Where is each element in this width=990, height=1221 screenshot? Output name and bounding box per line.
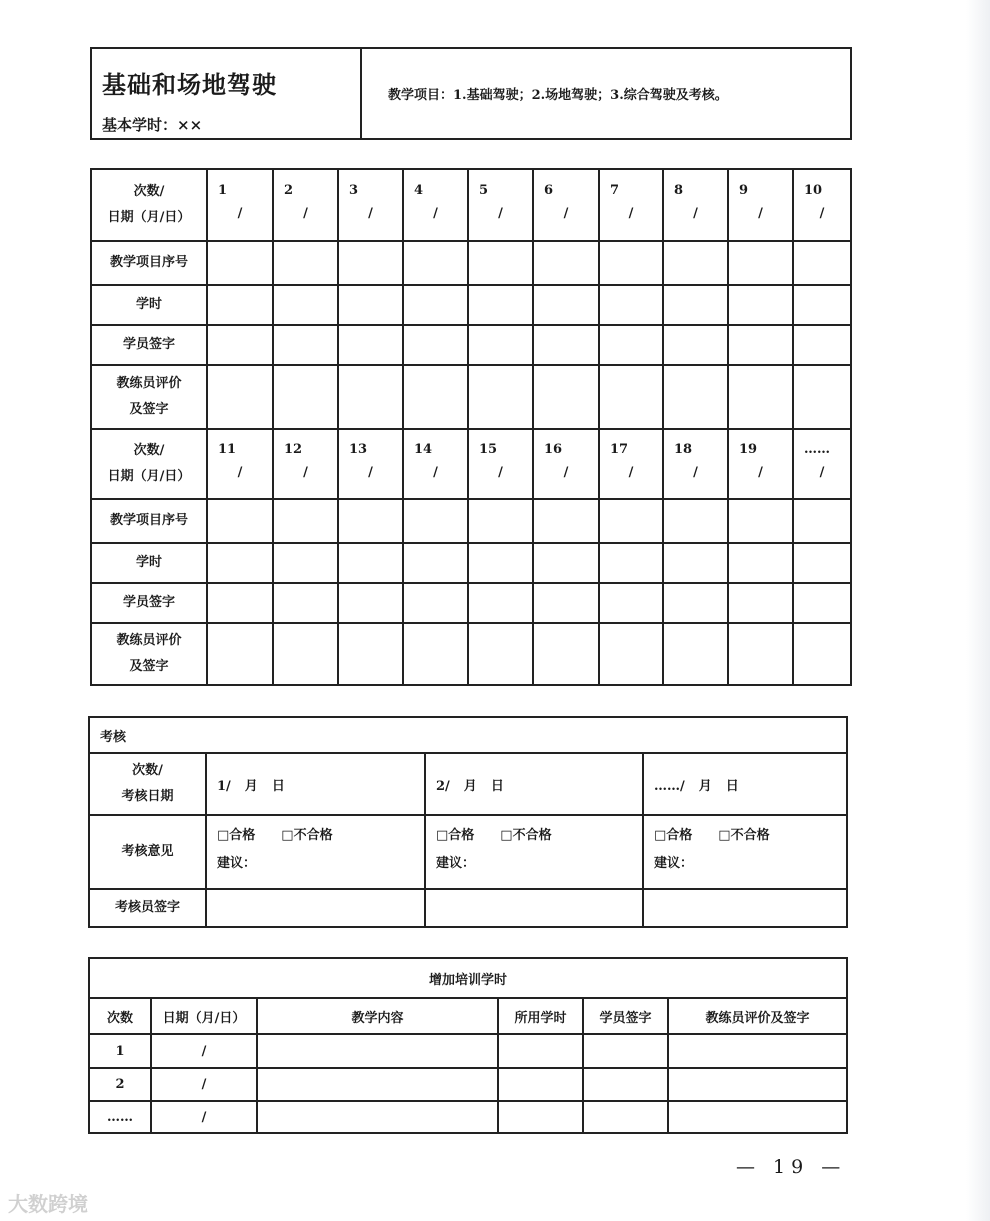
col-student-signature: 学员签字 [583,998,668,1034]
entry-cell[interactable] [273,499,338,543]
col-date: 日期（月/日） [151,998,257,1034]
date-slash: / [303,206,308,221]
date-slash: / [303,465,308,480]
session-date-cell[interactable] [207,169,273,241]
entry-cell[interactable] [533,241,599,285]
entry-cell[interactable] [533,285,599,325]
row-label: 学员签字 [91,325,207,365]
date-slash: / [433,465,438,480]
session-number: 3 [349,183,359,198]
entry-cell[interactable] [793,365,851,429]
entry-cell[interactable] [273,623,338,685]
session-date-cell[interactable] [403,169,468,241]
entry-cell[interactable] [338,285,403,325]
session-number: 5 [479,183,489,198]
col-content: 教学内容 [257,998,498,1034]
attempt-number: 1/ [217,778,231,794]
entry-cell[interactable] [403,325,468,365]
col-coach-evaluation: 教练员评价及签字 [668,998,847,1034]
coach-evaluation-cell[interactable] [668,1068,847,1101]
session-date-cell[interactable] [599,169,663,241]
entry-cell[interactable] [793,285,851,325]
entry-cell[interactable] [207,623,273,685]
session-number: 1 [218,183,228,198]
assessment-opinion-3[interactable] [643,815,847,889]
entry-cell[interactable] [273,583,338,623]
student-signature-cell[interactable] [583,1101,668,1133]
session-number: 7 [610,183,620,198]
advice-label: 建议： [217,856,257,871]
coach-evaluation-label [91,623,207,685]
coach-evaluation-row [91,365,851,429]
training-schedule-table [90,168,852,686]
entry-cell[interactable] [533,543,599,583]
entry-cell[interactable] [663,365,728,429]
session-date-cell[interactable] [338,169,403,241]
session-number: 2 [284,183,294,198]
coach-evaluation-label-line1: 教练员评价 [116,376,182,391]
session-date-label [91,429,207,499]
assessment-date-2[interactable] [425,753,643,815]
entry-cell[interactable] [403,365,468,429]
session-date-cell[interactable] [468,429,533,499]
session-number: 19 [739,442,758,457]
entry-cell[interactable] [663,325,728,365]
attempt-number: ……/ [654,778,685,794]
pass-checkbox[interactable]: □合格 [436,828,475,843]
entry-cell[interactable] [468,241,533,285]
session-date-cell[interactable] [599,429,663,499]
date-slash: / [758,465,763,480]
session-number: 14 [414,442,433,457]
entry-cell[interactable] [793,499,851,543]
watermark: 大数跨境 [8,1192,88,1216]
session-date-row [91,169,851,241]
pass-checkbox[interactable]: □合格 [217,828,256,843]
entry-cell[interactable] [207,325,273,365]
entry-cell[interactable] [273,325,338,365]
date-slash: / [368,465,373,480]
session-date-cell[interactable] [533,169,599,241]
entry-cell[interactable] [207,241,273,285]
student-signature-cell[interactable] [583,1068,668,1101]
session-date-cell[interactable] [793,169,851,241]
entry-cell[interactable] [728,583,793,623]
entry-cell[interactable] [338,241,403,285]
entry-cell[interactable] [207,285,273,325]
extra-training-title: 增加培训学时 [89,958,847,998]
entry-cell[interactable] [793,325,851,365]
coach-evaluation-cell[interactable] [668,1101,847,1133]
assessor-signature-3[interactable] [643,889,847,927]
session-date-label-line1: 次数/ [133,443,165,458]
page-number: — 19 — [736,1156,847,1178]
entry-cell[interactable] [663,499,728,543]
student-signature-cell[interactable] [583,1034,668,1068]
entry-cell[interactable] [793,543,851,583]
session-number: 17 [610,442,629,457]
date-cell[interactable]: / [151,1101,257,1133]
date-slash: / [563,465,569,480]
session-date-cell[interactable] [403,429,468,499]
fail-checkbox[interactable]: □不合格 [500,828,552,843]
entry-cell[interactable] [468,499,533,543]
fail-checkbox[interactable]: □不合格 [718,828,770,843]
entry-cell[interactable] [599,499,663,543]
session-number: 12 [284,442,303,457]
assessor-signature-2[interactable] [425,889,643,927]
content-cell[interactable] [257,1068,498,1101]
hours-cell[interactable] [498,1034,583,1068]
date-slash: / [693,465,698,480]
entry-cell[interactable] [533,325,599,365]
row-label: 学员签字 [91,583,207,623]
extra-header-row [89,998,847,1034]
coach-evaluation-label-line1: 教练员评价 [116,633,182,648]
basic-hours: 基本学时：×× [102,116,203,134]
assessment-opinion-label: 考核意见 [89,815,206,889]
session-number: 4 [414,183,424,198]
entry-cell[interactable] [403,285,468,325]
advice-label: 建议： [436,856,476,871]
entry-cell[interactable] [663,583,728,623]
assessment-date-3[interactable] [643,753,847,815]
entry-cell[interactable] [793,583,851,623]
entry-cell[interactable] [207,499,273,543]
date-slash: / [563,206,569,221]
entry-cell[interactable] [273,543,338,583]
session-date-row [91,429,851,499]
table-row [89,1101,847,1133]
col-hours: 所用学时 [498,998,583,1034]
entry-cell[interactable] [728,325,793,365]
entry-cell[interactable] [599,623,663,685]
table-row [91,583,851,623]
entry-cell[interactable] [663,241,728,285]
header-left [91,48,361,139]
entry-cell[interactable] [533,499,599,543]
month-label: 月 [463,778,477,794]
entry-cell[interactable] [728,499,793,543]
row-number: …… [89,1101,151,1133]
row-label: 教学项目序号 [91,499,207,543]
session-date-cell[interactable] [728,169,793,241]
pass-checkbox[interactable]: □合格 [654,828,693,843]
date-slash: / [433,206,438,221]
day-label: 日 [490,778,504,794]
session-number: 9 [739,183,749,198]
row-number: 1 [89,1034,151,1068]
table-row [89,1034,847,1068]
content-cell[interactable] [257,1034,498,1068]
entry-cell[interactable] [207,365,273,429]
entry-cell[interactable] [403,583,468,623]
session-date-label [91,169,207,241]
entry-cell[interactable] [599,543,663,583]
assessor-signature-1[interactable] [206,889,425,927]
entry-cell[interactable] [728,543,793,583]
date-slash: / [498,465,503,480]
entry-cell[interactable] [468,285,533,325]
fail-checkbox[interactable]: □不合格 [281,828,333,843]
entry-cell[interactable] [793,623,851,685]
date-slash: / [237,465,243,480]
date-cell[interactable]: / [151,1068,257,1101]
row-number: 2 [89,1068,151,1101]
day-label: 日 [271,778,285,794]
table-row [91,499,851,543]
assessment-title: 考核 [89,717,847,753]
coach-evaluation-row [91,623,851,685]
session-number: 16 [544,442,563,457]
assessment-opinion-1[interactable] [206,815,425,889]
session-date-cell[interactable] [338,429,403,499]
assessment-date-1[interactable] [206,753,425,815]
session-number: 11 [218,442,237,457]
coach-evaluation-label [91,365,207,429]
entry-cell[interactable] [338,365,403,429]
entry-cell[interactable] [533,583,599,623]
date-slash: / [628,465,634,480]
entry-cell[interactable] [338,499,403,543]
assessor-signature-label: 考核员签字 [89,889,206,927]
entry-cell[interactable] [599,365,663,429]
session-number: 10 [804,183,823,198]
entry-cell[interactable] [468,623,533,685]
entry-cell[interactable] [468,365,533,429]
entry-cell[interactable] [793,241,851,285]
entry-cell[interactable] [533,623,599,685]
assessment-date-label-line2: 考核日期 [121,789,174,804]
header-box [90,47,852,140]
hours-cell[interactable] [498,1068,583,1101]
coach-evaluation-label-line2: 及签字 [129,402,169,417]
row-label: 教学项目序号 [91,241,207,285]
assessment-table [88,716,848,928]
entry-cell[interactable] [599,583,663,623]
row-label: 学时 [91,285,207,325]
month-label: 月 [698,778,712,794]
date-slash: / [819,206,825,221]
coach-evaluation-label-line2: 及签字 [129,659,169,674]
date-slash: / [819,465,825,480]
entry-cell[interactable] [728,623,793,685]
session-number: 8 [674,183,684,198]
entry-cell[interactable] [207,543,273,583]
session-date-cell[interactable] [533,429,599,499]
table-row [91,325,851,365]
date-slash: / [498,206,503,221]
row-label: 学时 [91,543,207,583]
month-label: 月 [244,778,258,794]
date-slash: / [368,206,373,221]
entry-cell[interactable] [468,543,533,583]
day-label: 日 [725,778,739,794]
entry-cell[interactable] [599,285,663,325]
entry-cell[interactable] [728,365,793,429]
session-date-cell[interactable] [728,429,793,499]
entry-cell[interactable] [273,285,338,325]
entry-cell[interactable] [403,623,468,685]
entry-cell[interactable] [728,241,793,285]
entry-cell[interactable] [338,583,403,623]
entry-cell[interactable] [338,543,403,583]
teaching-projects: 教学项目：1.基础驾驶；2.场地驾驶；3.综合驾驶及考核。 [361,48,851,139]
entry-cell[interactable] [273,241,338,285]
session-number: 13 [349,442,368,457]
entry-cell[interactable] [403,499,468,543]
session-date-cell[interactable] [663,169,728,241]
session-date-cell[interactable] [273,429,338,499]
entry-cell[interactable] [338,623,403,685]
session-date-label-line1: 次数/ [133,184,165,199]
session-date-cell[interactable] [793,429,851,499]
entry-cell[interactable] [599,325,663,365]
entry-cell[interactable] [273,365,338,429]
hours-cell[interactable] [498,1101,583,1133]
entry-cell[interactable] [207,583,273,623]
assessment-date-label [89,753,206,815]
entry-cell[interactable] [599,241,663,285]
table-row [91,285,851,325]
session-number: 6 [544,183,554,198]
date-slash: / [237,206,243,221]
session-date-cell[interactable] [468,169,533,241]
entry-cell[interactable] [338,325,403,365]
session-date-cell[interactable] [273,169,338,241]
session-date-label-line2: 日期（月/日） [107,469,191,484]
table-row [91,543,851,583]
entry-cell[interactable] [468,583,533,623]
table-row [91,241,851,285]
entry-cell[interactable] [663,623,728,685]
session-date-label-line2: 日期（月/日） [107,210,191,225]
col-count: 次数 [89,998,151,1034]
entry-cell[interactable] [403,543,468,583]
entry-cell[interactable] [468,325,533,365]
date-slash: / [693,206,698,221]
session-date-cell[interactable] [207,429,273,499]
entry-cell[interactable] [533,365,599,429]
date-slash: / [628,206,634,221]
content-cell[interactable] [257,1101,498,1133]
session-date-cell[interactable] [663,429,728,499]
entry-cell[interactable] [663,543,728,583]
entry-cell[interactable] [728,285,793,325]
extra-training-table [88,957,848,1134]
date-cell[interactable]: / [151,1034,257,1068]
page-edge-shade [966,0,990,1221]
advice-label: 建议： [654,856,694,871]
entry-cell[interactable] [663,285,728,325]
session-number: 18 [674,442,693,457]
assessment-opinion-2[interactable] [425,815,643,889]
assessment-date-label-line1: 次数/ [132,763,163,778]
page-title: 基础和场地驾驶 [102,70,277,99]
session-number: …… [804,442,830,457]
attempt-number: 2/ [436,778,450,794]
session-number: 15 [479,442,498,457]
table-row [89,1068,847,1101]
entry-cell[interactable] [403,241,468,285]
date-slash: / [758,206,763,221]
coach-evaluation-cell[interactable] [668,1034,847,1068]
